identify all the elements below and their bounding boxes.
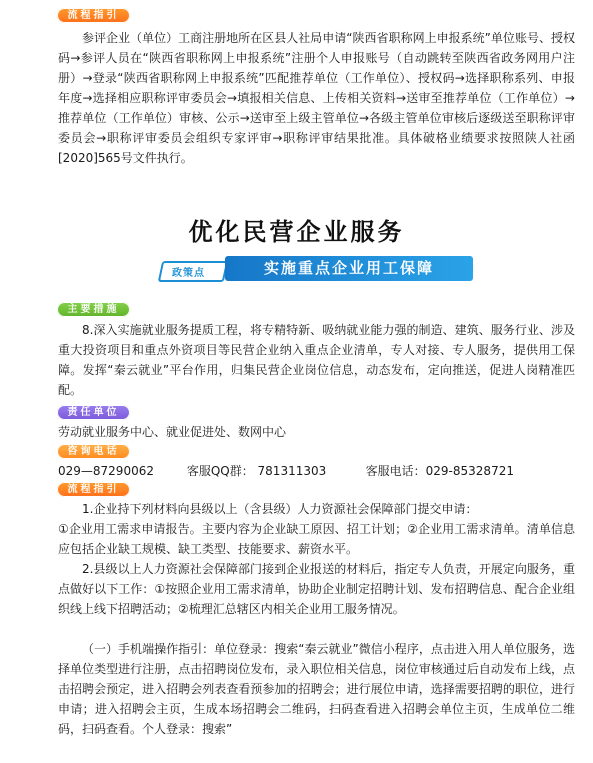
process-step-2: 2.县级以上人力资源社会保障部门接到企业报送的材料后，指定专人负责，开展定向服务，重点做好以下工作：①按照企业用工需求清单，协助企业制定招聘计划、发布招聘信息、配合企业组织线上线下招聘活动；②梳理汇总辖区内相关企业用工服务情况。 [58,562,575,616]
qq-group: 客服QQ群： 781311303 [186,464,327,478]
process-guide-tag-top: 流程指引 [57,8,130,23]
policy-banner [160,256,473,281]
process-materials: ①企业用工需求申请报告。主要内容为企业缺工原因、招工计划；②企业用工需求清单。清单信息应包括企业缺工规模、缺工类型、技能要求、薪资水平。 [58,522,575,556]
measures-paragraph: 8.深入实施就业服务提质工程，将专精特新、吸纳就业能力强的制造、建筑、服务行业、涉及重大投资项目和重点外资项目等民营企业纳入重点企业清单，专人对接、专人服务，提供用工保障。发挥“秦云就业”平台作用，归集民营企业岗位信息，动态发布，定向推送，促进人岗精准匹配。 [58,323,575,397]
process-step-1: 1.企业持下列材料向县级以上（含县级）人力资源社会保障部门提交申请： [82,502,478,516]
process-guide-tag: 流程指引 [57,482,130,497]
section-title: 优化民营企业服务 [188,218,405,246]
mobile-guide: （一）手机端操作指引：单位登录：搜索“秦云就业”微信小程序，点击进入用人单位服务，选择单位类型进行注册，点击招聘岗位发布，录入职位相关信息，岗位审核通过后自动发布上线，点击招聘会预定，进入招聘会列表查看预参加的招聘会；进行展位申请，选择需要招聘的职位，进行申请；进入招聘会主页，生成本场招聘会二维码，扫码查看进入招聘会单位主页，生成单位二维码，扫码查看。个人登录：搜索” [58,642,575,736]
registration-process-paragraph: 参评企业（单位）工商注册地所在区县人社局申请“陕西省职称网上申报系统”单位账号、授权码→参评人员在“陕西省职称网上申报系统”注册个人申报账号（自动跳转至陕西省政务网用户注册）→登录“陕西省职称网上申报系统”匹配推荐单位（工作单位）、授权码→选择职称系列、申报年度→选择相应职称评审委员会→填报相关信息、上传相关资料→送审至推荐单位（工作单位）→推荐单位（工作单位）审核、公示→送审至上级主管单位→各级主管单位审核后逐级送至职称评审委员会→职称评审委员会组织专家评审→职称评审结果批准。具体破格业绩要求按照陕人社函[2020]565号文件执行。 [58,31,575,165]
contact-line [58,461,578,481]
phone-number: 029—87290062 [58,464,154,478]
service-phone: 客服电话：029-85328721 [365,464,514,478]
responsible-unit-tag: 责任单位 [57,405,130,420]
policy-point-label: 政策点 [172,268,205,279]
main-measures-tag: 主要措施 [57,302,130,317]
hotline-tag: 咨询电话 [57,444,130,459]
policy-title: 实施重点企业用工保障 [225,256,473,281]
responsible-units-text: 劳动就业服务中心、就业促进处、数网中心 [58,425,287,439]
